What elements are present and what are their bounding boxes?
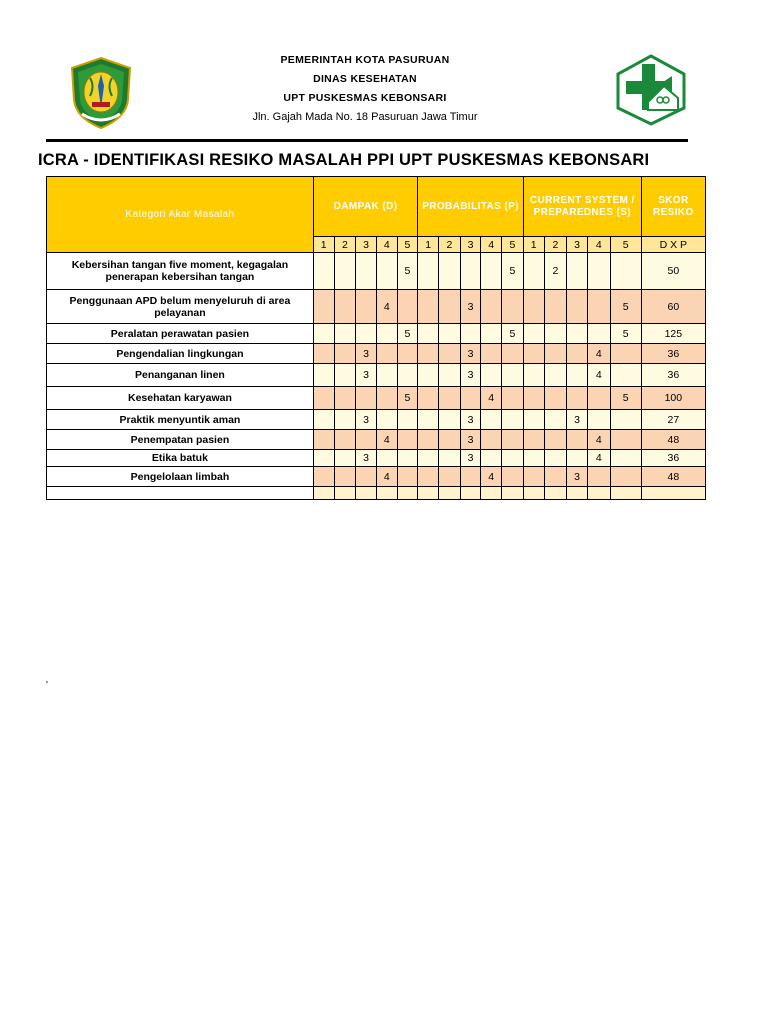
dampak-cell-5 — [397, 467, 418, 487]
table-header-row — [47, 177, 706, 237]
tail-cell — [439, 487, 461, 500]
system-cell-2 — [544, 467, 567, 487]
probabilitas-cell-3 — [460, 324, 481, 344]
system-cell-4 — [587, 253, 610, 290]
system-cell-3: 3 — [567, 467, 588, 487]
dampak-cell-3 — [356, 387, 377, 410]
system-cell-1 — [523, 387, 544, 410]
system-cell-3 — [567, 253, 588, 290]
system-cell-3 — [567, 364, 588, 387]
dampak-cell-5: 5 — [397, 253, 418, 290]
scale-system-5: 5 — [610, 237, 641, 253]
system-cell-5: 5 — [610, 290, 641, 324]
system-cell-1 — [523, 344, 544, 364]
system-cell-1 — [523, 253, 544, 290]
probabilitas-cell-4: 4 — [481, 467, 502, 487]
system-cell-5 — [610, 410, 641, 430]
dampak-cell-2 — [334, 344, 356, 364]
table-row — [47, 344, 706, 364]
dampak-cell-3: 3 — [356, 410, 377, 430]
header-probabilitas: PROBABILITAS (P) — [418, 177, 524, 237]
probabilitas-cell-2 — [439, 253, 461, 290]
risk-score-cell: 48 — [641, 467, 705, 487]
system-cell-1 — [523, 450, 544, 467]
system-cell-2 — [544, 344, 567, 364]
letterhead-institution: UPT PUSKESMAS KEBONSARI — [283, 92, 447, 104]
probabilitas-cell-4 — [481, 364, 502, 387]
scale-dampak-3: 3 — [356, 237, 377, 253]
tail-cell — [376, 487, 397, 500]
probabilitas-cell-1 — [418, 387, 439, 410]
tail-cell — [356, 487, 377, 500]
system-cell-3 — [567, 387, 588, 410]
letterhead-department: DINAS KESEHATAN — [313, 73, 417, 85]
dampak-cell-1 — [313, 324, 334, 344]
system-cell-3: 3 — [567, 410, 588, 430]
probabilitas-cell-2 — [439, 387, 461, 410]
tail-cell — [544, 487, 567, 500]
scale-probabilitas-3: 3 — [460, 237, 481, 253]
system-cell-3 — [567, 430, 588, 450]
tail-cell — [610, 487, 641, 500]
dampak-cell-4 — [376, 253, 397, 290]
table-row — [47, 364, 706, 387]
dampak-cell-4 — [376, 364, 397, 387]
dampak-cell-5 — [397, 290, 418, 324]
row-category: Penggunaan APD belum menyeluruh di area pelayanan — [47, 290, 314, 324]
probabilitas-cell-4 — [481, 290, 502, 324]
dampak-cell-5: 5 — [397, 387, 418, 410]
dampak-cell-4 — [376, 450, 397, 467]
system-cell-5 — [610, 430, 641, 450]
probabilitas-cell-2 — [439, 450, 461, 467]
tail-cell — [502, 487, 524, 500]
system-cell-4 — [587, 387, 610, 410]
system-cell-5: 5 — [610, 324, 641, 344]
probabilitas-cell-5 — [502, 430, 524, 450]
table-row — [47, 387, 706, 410]
dampak-cell-5 — [397, 344, 418, 364]
row-category: Kebersihan tangan five moment, kegagalan penerapan kebersihan tangan — [47, 253, 314, 290]
dampak-cell-2 — [334, 290, 356, 324]
tail-cell — [523, 487, 544, 500]
probabilitas-cell-4 — [481, 344, 502, 364]
probabilitas-cell-5: 5 — [502, 324, 524, 344]
probabilitas-cell-1 — [418, 430, 439, 450]
dampak-cell-3 — [356, 253, 377, 290]
dampak-cell-5 — [397, 430, 418, 450]
probabilitas-cell-4 — [481, 430, 502, 450]
tail-cell — [334, 487, 356, 500]
dampak-cell-3 — [356, 290, 377, 324]
scale-system-2: 2 — [544, 237, 567, 253]
risk-score-cell: 36 — [641, 450, 705, 467]
letterhead-address: Jln. Gajah Mada No. 18 Pasuruan Jawa Timur — [252, 111, 478, 123]
dampak-cell-1 — [313, 430, 334, 450]
probabilitas-cell-3: 3 — [460, 364, 481, 387]
scale-probabilitas-4: 4 — [481, 237, 502, 253]
probabilitas-cell-2 — [439, 324, 461, 344]
probabilitas-cell-2 — [439, 344, 461, 364]
probabilitas-cell-1 — [418, 344, 439, 364]
dampak-cell-1 — [313, 253, 334, 290]
row-category: Praktik menyuntik aman — [47, 410, 314, 430]
dampak-cell-5: 5 — [397, 324, 418, 344]
header-rule — [46, 139, 688, 142]
row-category: Peralatan perawatan pasien — [47, 324, 314, 344]
dampak-cell-1 — [313, 450, 334, 467]
dampak-cell-1 — [313, 290, 334, 324]
probabilitas-cell-1 — [418, 324, 439, 344]
dampak-cell-4: 4 — [376, 467, 397, 487]
system-cell-3 — [567, 450, 588, 467]
dampak-cell-4 — [376, 410, 397, 430]
probabilitas-cell-1 — [418, 290, 439, 324]
header-skor-resiko: SKOR RESIKO — [641, 177, 705, 237]
dampak-cell-3 — [356, 467, 377, 487]
dampak-cell-3: 3 — [356, 344, 377, 364]
dampak-cell-2 — [334, 364, 356, 387]
system-cell-4 — [587, 290, 610, 324]
tail-cell — [587, 487, 610, 500]
system-cell-5 — [610, 253, 641, 290]
dampak-cell-2 — [334, 253, 356, 290]
scale-dampak-4: 4 — [376, 237, 397, 253]
dampak-cell-4 — [376, 324, 397, 344]
scale-probabilitas-5: 5 — [502, 237, 524, 253]
probabilitas-cell-3 — [460, 253, 481, 290]
dampak-cell-1 — [313, 410, 334, 430]
tail-cell — [460, 487, 481, 500]
table-row — [47, 467, 706, 487]
dampak-cell-4: 4 — [376, 430, 397, 450]
dampak-cell-2 — [334, 410, 356, 430]
probabilitas-cell-3: 3 — [460, 344, 481, 364]
probabilitas-cell-3 — [460, 467, 481, 487]
probabilitas-cell-5 — [502, 450, 524, 467]
tail-cell — [397, 487, 418, 500]
dampak-cell-2 — [334, 387, 356, 410]
risk-score-cell: 36 — [641, 364, 705, 387]
dampak-cell-5 — [397, 410, 418, 430]
dampak-cell-3: 3 — [356, 364, 377, 387]
scale-probabilitas-1: 1 — [418, 237, 439, 253]
letterhead-government: PEMERINTAH KOTA PASURUAN — [280, 54, 450, 66]
risk-score-cell: 50 — [641, 253, 705, 290]
row-category: Penempatan pasien — [47, 430, 314, 450]
system-cell-1 — [523, 364, 544, 387]
probabilitas-cell-3: 3 — [460, 290, 481, 324]
tail-cell — [47, 487, 314, 500]
system-cell-4 — [587, 410, 610, 430]
probabilitas-cell-2 — [439, 364, 461, 387]
scale-system-1: 1 — [523, 237, 544, 253]
header-dampak: DAMPAK (D) — [313, 177, 417, 237]
probabilitas-cell-1 — [418, 450, 439, 467]
row-category: Kesehatan karyawan — [47, 387, 314, 410]
system-cell-2 — [544, 364, 567, 387]
risk-assessment-sheet — [46, 176, 694, 496]
probabilitas-cell-2 — [439, 410, 461, 430]
probabilitas-cell-5 — [502, 467, 524, 487]
probabilitas-cell-3: 3 — [460, 450, 481, 467]
probabilitas-cell-3 — [460, 387, 481, 410]
system-cell-5 — [610, 450, 641, 467]
tail-cell — [641, 487, 705, 500]
system-cell-3 — [567, 324, 588, 344]
puskesmas-logo-icon — [614, 54, 688, 126]
probabilitas-cell-3: 3 — [460, 410, 481, 430]
scale-dxp: D X P — [641, 237, 705, 253]
page-title: ICRA - IDENTIFIKASI RESIKO MASALAH PPI UPT PUSKESMAS KEBONSARI — [38, 151, 650, 169]
probabilitas-cell-2 — [439, 430, 461, 450]
dampak-cell-3 — [356, 430, 377, 450]
probabilitas-cell-1 — [418, 253, 439, 290]
stray-mark: ' — [46, 680, 48, 691]
letterhead-text — [210, 51, 520, 127]
system-cell-5 — [610, 364, 641, 387]
probabilitas-cell-4 — [481, 324, 502, 344]
table-row — [47, 410, 706, 430]
table-row — [47, 430, 706, 450]
system-cell-1 — [523, 410, 544, 430]
scale-probabilitas-2: 2 — [439, 237, 461, 253]
row-category: Penanganan linen — [47, 364, 314, 387]
system-cell-2 — [544, 324, 567, 344]
dampak-cell-4 — [376, 344, 397, 364]
probabilitas-cell-4: 4 — [481, 387, 502, 410]
scale-dampak-5: 5 — [397, 237, 418, 253]
risk-score-cell: 27 — [641, 410, 705, 430]
dampak-cell-1 — [313, 364, 334, 387]
probabilitas-cell-1 — [418, 410, 439, 430]
probabilitas-cell-5: 5 — [502, 253, 524, 290]
system-cell-2 — [544, 410, 567, 430]
system-cell-4 — [587, 467, 610, 487]
dampak-cell-5 — [397, 450, 418, 467]
probabilitas-cell-4 — [481, 253, 502, 290]
dampak-cell-1 — [313, 344, 334, 364]
risk-score-cell: 100 — [641, 387, 705, 410]
pasuruan-emblem-icon — [68, 56, 134, 130]
table-row — [47, 290, 706, 324]
letterhead — [0, 0, 768, 140]
system-cell-4: 4 — [587, 450, 610, 467]
dampak-cell-3: 3 — [356, 450, 377, 467]
system-cell-2 — [544, 450, 567, 467]
scale-system-4: 4 — [587, 237, 610, 253]
system-cell-5: 5 — [610, 387, 641, 410]
system-cell-4: 4 — [587, 364, 610, 387]
probabilitas-cell-5 — [502, 344, 524, 364]
table-row — [47, 324, 706, 344]
probabilitas-cell-5 — [502, 387, 524, 410]
probabilitas-cell-4 — [481, 410, 502, 430]
system-cell-1 — [523, 430, 544, 450]
row-category: Pengendalian lingkungan — [47, 344, 314, 364]
risk-score-cell: 125 — [641, 324, 705, 344]
scale-dampak-1: 1 — [313, 237, 334, 253]
system-cell-1 — [523, 290, 544, 324]
probabilitas-cell-2 — [439, 290, 461, 324]
system-cell-3 — [567, 344, 588, 364]
probabilitas-cell-5 — [502, 410, 524, 430]
dampak-cell-1 — [313, 467, 334, 487]
dampak-cell-5 — [397, 364, 418, 387]
probabilitas-cell-1 — [418, 364, 439, 387]
system-cell-4: 4 — [587, 344, 610, 364]
header-current-system: CURRENT SYSTEM / PREPAREDNES (S) — [523, 177, 641, 237]
risk-table — [46, 176, 706, 500]
tail-cell — [313, 487, 334, 500]
table-tail-band — [47, 487, 706, 500]
header-category: Kategori Akar Masalah — [47, 177, 314, 253]
system-cell-2 — [544, 430, 567, 450]
probabilitas-cell-5 — [502, 364, 524, 387]
system-cell-2 — [544, 290, 567, 324]
system-cell-2: 2 — [544, 253, 567, 290]
dampak-cell-3 — [356, 324, 377, 344]
system-cell-3 — [567, 290, 588, 324]
risk-score-cell: 36 — [641, 344, 705, 364]
system-cell-5 — [610, 344, 641, 364]
system-cell-5 — [610, 467, 641, 487]
dampak-cell-1 — [313, 387, 334, 410]
system-cell-1 — [523, 467, 544, 487]
tail-cell — [418, 487, 439, 500]
dampak-cell-2 — [334, 324, 356, 344]
dampak-cell-4: 4 — [376, 290, 397, 324]
tail-cell — [567, 487, 588, 500]
tail-cell — [481, 487, 502, 500]
scale-system-3: 3 — [567, 237, 588, 253]
row-category: Etika batuk — [47, 450, 314, 467]
system-cell-4: 4 — [587, 430, 610, 450]
probabilitas-cell-3: 3 — [460, 430, 481, 450]
risk-score-cell: 60 — [641, 290, 705, 324]
system-cell-1 — [523, 324, 544, 344]
probabilitas-cell-2 — [439, 467, 461, 487]
system-cell-2 — [544, 387, 567, 410]
dampak-cell-2 — [334, 430, 356, 450]
dampak-cell-2 — [334, 450, 356, 467]
dampak-cell-2 — [334, 467, 356, 487]
probabilitas-cell-1 — [418, 467, 439, 487]
probabilitas-cell-4 — [481, 450, 502, 467]
risk-score-cell: 48 — [641, 430, 705, 450]
probabilitas-cell-5 — [502, 290, 524, 324]
dampak-cell-4 — [376, 387, 397, 410]
table-row — [47, 450, 706, 467]
system-cell-4 — [587, 324, 610, 344]
scale-dampak-2: 2 — [334, 237, 356, 253]
table-row — [47, 253, 706, 290]
row-category: Pengelolaan limbah — [47, 467, 314, 487]
